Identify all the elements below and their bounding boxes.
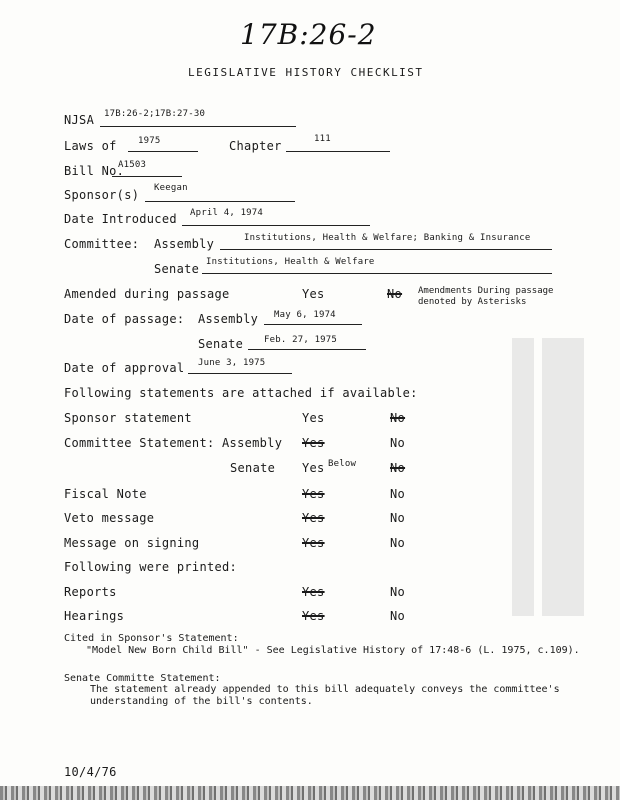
passage-senate-underline	[248, 349, 366, 350]
committee-assembly-label: Assembly	[154, 237, 215, 251]
cited-heading: Cited in Sponsor's Statement:	[64, 633, 239, 644]
fiscal-note-yes: Yes	[302, 487, 325, 501]
page-title: LEGISLATIVE HISTORY CHECKLIST	[188, 66, 424, 79]
sponsor-label: Sponsor(s)	[64, 188, 140, 202]
bill-underline	[112, 176, 182, 177]
passage-senate-label: Senate	[198, 337, 244, 351]
senate-committee-underline	[202, 273, 552, 274]
message-on-signing-yes: Yes	[302, 536, 325, 550]
chapter-underline	[286, 151, 390, 152]
reports-no: No	[390, 585, 406, 599]
introduced-underline	[182, 225, 370, 226]
veto-message-yes: Yes	[302, 511, 325, 525]
sponsor-statement-no: No	[390, 411, 406, 425]
fiscal-note-no: No	[390, 487, 406, 501]
approval-underline	[188, 373, 292, 374]
senate-committee-statement-text-1: The statement already appended to this bill adequately conveys the committee's	[90, 684, 560, 695]
passage-assembly-underline	[264, 324, 362, 325]
amended-no-struck: No	[387, 287, 403, 301]
passage-senate-date: Feb. 27, 1975	[264, 335, 338, 345]
njsa-label: NJSA	[64, 113, 95, 127]
approval-date: June 3, 1975	[198, 358, 266, 368]
sponsor-statement-yes: Yes	[302, 411, 325, 425]
committee-statement-senate-label: Senate	[230, 461, 276, 475]
committee-statement-senate-below: Below	[328, 459, 357, 469]
approval-label: Date of approval	[64, 361, 185, 375]
sponsor-underline	[145, 201, 295, 202]
senate-committee-statement-heading: Senate Committe Statement:	[64, 673, 221, 684]
introduced-value: April 4, 1974	[190, 208, 264, 218]
senate-committee-statement-text-2: understanding of the bill's contents.	[90, 696, 313, 707]
printed-heading: Following were printed:	[64, 560, 238, 574]
bill-value: A1503	[118, 160, 147, 170]
committee-statement-assembly-no: No	[390, 436, 406, 450]
footer-date: 10/4/76	[64, 765, 117, 779]
hearings-yes: Yes	[302, 609, 325, 623]
chapter-label: Chapter	[229, 139, 282, 153]
reports-yes: Yes	[302, 585, 325, 599]
scan-smudge-left	[512, 338, 534, 616]
amended-label: Amended during passage	[64, 287, 230, 301]
laws-value: 1975	[138, 136, 161, 146]
reports-label: Reports	[64, 585, 117, 599]
sponsor-value: Keegan	[154, 183, 188, 193]
passage-assembly-label: Assembly	[198, 312, 259, 326]
committee-statement-assembly-label: Committee Statement: Assembly	[64, 436, 283, 450]
assembly-committee-value: Institutions, Health & Welfare; Banking & Insurance	[244, 233, 531, 243]
committee-statement-senate-no: No	[390, 461, 406, 475]
message-on-signing-no: No	[390, 536, 406, 550]
assembly-committee-underline	[220, 249, 552, 250]
chapter-value: 111	[314, 134, 331, 144]
njsa-underline	[100, 126, 296, 127]
amended-note: Amendments During passage denoted by Asterisks	[418, 286, 554, 307]
bill-label: Bill No.	[64, 164, 125, 178]
cited-text: "Model New Born Child Bill" - See Legislative History of 17:48-6 (L. 1975, c.109).	[86, 645, 580, 656]
date-of-passage-label: Date of passage:	[64, 312, 185, 326]
committee-senate-label: Senate	[154, 262, 200, 276]
veto-message-no: No	[390, 511, 406, 525]
hearings-no: No	[390, 609, 406, 623]
passage-assembly-date: May 6, 1974	[274, 310, 336, 320]
message-on-signing-label: Message on signing	[64, 536, 200, 550]
scan-bottom-strip	[0, 786, 620, 800]
fiscal-note-label: Fiscal Note	[64, 487, 147, 501]
handwritten-statute-number: 17B:26-2	[240, 18, 377, 51]
statements-heading: Following statements are attached if available:	[64, 386, 418, 400]
sponsor-statement-label: Sponsor statement	[64, 411, 192, 425]
committee-statement-assembly-yes: Yes	[302, 436, 325, 450]
njsa-value: 17B:26-2;17B:27-30	[104, 109, 206, 119]
hearings-label: Hearings	[64, 609, 125, 623]
committee-label: Committee:	[64, 237, 140, 251]
veto-message-label: Veto message	[64, 511, 155, 525]
committee-statement-senate-yes: Yes	[302, 461, 325, 475]
laws-underline	[128, 151, 198, 152]
introduced-label: Date Introduced	[64, 212, 177, 226]
amended-yes: Yes	[302, 287, 325, 301]
senate-committee-value: Institutions, Health & Welfare	[206, 257, 375, 267]
laws-label: Laws of	[64, 139, 117, 153]
scan-smudge-right	[542, 338, 584, 616]
